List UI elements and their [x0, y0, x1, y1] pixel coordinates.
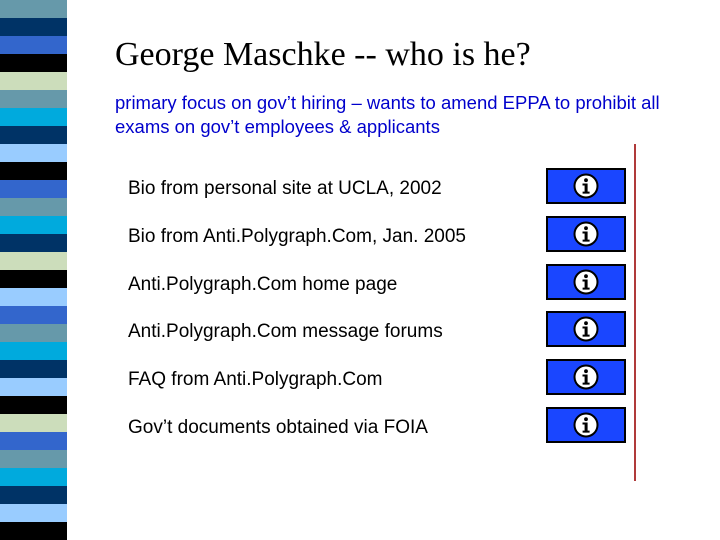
link-label: FAQ from Anti.Polygraph.Com: [128, 369, 383, 390]
stripe-block: [0, 324, 67, 343]
info-button[interactable]: [546, 168, 626, 204]
link-label: Anti.Polygraph.Com message forums: [128, 321, 443, 342]
link-label: Bio from Anti.Polygraph.Com, Jan. 2005: [128, 226, 466, 247]
stripe-block: [0, 486, 67, 505]
stripe-block: [0, 432, 67, 451]
stripe-block: [0, 90, 67, 109]
stripe-block: [0, 378, 67, 397]
stripe-block: [0, 180, 67, 199]
stripe-block: [0, 0, 67, 19]
stripe-block: [0, 234, 67, 253]
info-icon: [573, 269, 599, 295]
page-title: George Maschke -- who is he?: [115, 36, 531, 73]
stripe-block: [0, 360, 67, 379]
stripe-block: [0, 54, 67, 73]
info-icon: [573, 364, 599, 390]
link-label: Gov’t documents obtained via FOIA: [128, 417, 428, 438]
info-button[interactable]: [546, 216, 626, 252]
stripe-block: [0, 252, 67, 271]
info-icon: [573, 316, 599, 342]
info-button[interactable]: [546, 407, 626, 443]
stripe-block: [0, 216, 67, 235]
link-row: [116, 311, 626, 355]
page-subtitle: primary focus on gov’t hiring – wants to amend EPPA to prohibit all exams on gov’t employees & applicants: [115, 92, 660, 137]
info-button[interactable]: [546, 264, 626, 300]
stripe-block: [0, 468, 67, 487]
stripe-block: [0, 288, 67, 307]
stripe-block: [0, 36, 67, 55]
decorative-stripe: [0, 0, 67, 540]
stripe-block: [0, 198, 67, 217]
stripe-block: [0, 414, 67, 433]
stripe-block: [0, 144, 67, 163]
link-label: Anti.Polygraph.Com home page: [128, 274, 398, 295]
stripe-block: [0, 270, 67, 289]
link-row: [116, 216, 626, 260]
stripe-block: [0, 126, 67, 145]
link-label: Bio from personal site at UCLA, 2002: [128, 178, 442, 199]
info-icon: [573, 412, 599, 438]
link-row: [116, 359, 626, 403]
stripe-block: [0, 306, 67, 325]
info-icon: [573, 173, 599, 199]
info-button[interactable]: [546, 359, 626, 395]
info-icon: [573, 221, 599, 247]
stripe-block: [0, 72, 67, 91]
stripe-block: [0, 396, 67, 415]
stripe-block: [0, 162, 67, 181]
stripe-block: [0, 522, 67, 540]
stripe-block: [0, 504, 67, 523]
stripe-block: [0, 450, 67, 469]
stripe-block: [0, 18, 67, 37]
link-row: [116, 407, 626, 451]
link-row: [116, 264, 626, 308]
link-row: [116, 168, 626, 212]
stripe-block: [0, 108, 67, 127]
info-button[interactable]: [546, 311, 626, 347]
stripe-block: [0, 342, 67, 361]
divider-line: [634, 144, 636, 481]
